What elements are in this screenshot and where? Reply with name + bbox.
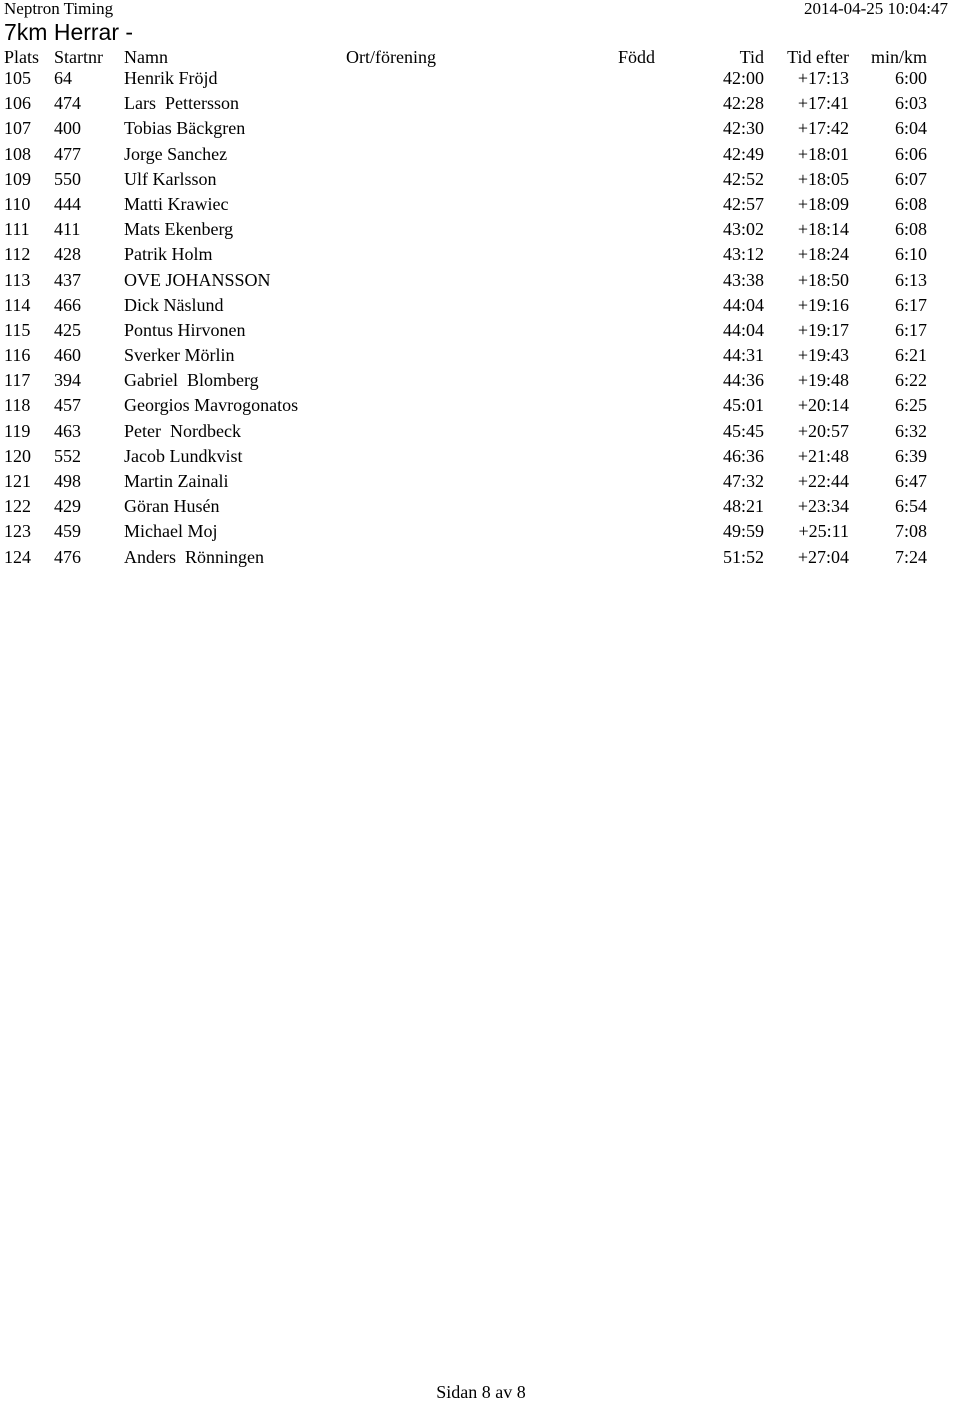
cell-plats: 114: [4, 294, 31, 315]
cell-startnr: 429: [54, 496, 81, 517]
cell-tid: 44:04: [722, 294, 764, 315]
cell-tid: 46:36: [722, 445, 764, 466]
cell-min-km: 6:22: [894, 370, 927, 391]
cell-startnr: 550: [54, 168, 81, 189]
cell-plats: 124: [4, 546, 31, 567]
cell-plats: 112: [4, 244, 31, 265]
cell-tid-efter: +18:01: [797, 143, 849, 164]
cell-startnr: 466: [54, 294, 81, 315]
cell-min-km: 7:08: [894, 521, 927, 542]
cell-min-km: 6:21: [894, 345, 927, 366]
page-number: Sidan 8 av 8: [436, 1382, 526, 1402]
cell-startnr: 444: [54, 193, 81, 214]
cell-startnr: 425: [54, 319, 81, 340]
table-row: [0, 343, 960, 368]
cell-plats: 113: [4, 269, 31, 290]
cell-tid: 44:31: [722, 345, 764, 366]
cell-tid: 43:38: [722, 269, 764, 290]
table-row: [0, 268, 960, 293]
column-header-startnr: Startnr: [54, 47, 103, 67]
cell-namn: Gabriel Blomberg: [124, 370, 259, 391]
cell-namn: Peter Nordbeck: [124, 420, 241, 441]
cell-tid: 44:04: [722, 319, 764, 340]
table-row: [0, 444, 960, 469]
page-header: [4, 0, 948, 18]
column-header-tid-efter: Tid efter: [787, 47, 849, 67]
table-row: [0, 318, 960, 343]
cell-min-km: 6:04: [894, 118, 927, 139]
table-row: [0, 242, 960, 267]
cell-plats: 106: [4, 93, 31, 114]
cell-namn: Ulf Karlsson: [124, 168, 217, 189]
cell-plats: 116: [4, 345, 31, 366]
cell-tid-efter: +21:48: [797, 445, 849, 466]
cell-tid-efter: +23:34: [797, 496, 849, 517]
cell-namn: Dick Näslund: [124, 294, 224, 315]
cell-tid: 42:52: [722, 168, 764, 189]
cell-min-km: 6:13: [894, 269, 927, 290]
cell-plats: 105: [4, 68, 31, 88]
cell-startnr: 476: [54, 546, 81, 567]
cell-plats: 115: [4, 319, 31, 340]
cell-startnr: 463: [54, 420, 81, 441]
cell-tid: 42:57: [722, 193, 764, 214]
cell-tid: 51:52: [722, 546, 764, 567]
cell-tid-efter: +19:43: [797, 345, 849, 366]
cell-plats: 117: [4, 370, 31, 391]
cell-min-km: 6:47: [894, 471, 927, 491]
cell-min-km: 6:08: [894, 193, 927, 214]
cell-min-km: 6:00: [894, 68, 927, 88]
cell-startnr: 411: [54, 219, 81, 240]
cell-tid: 42:30: [722, 118, 764, 139]
cell-tid-efter: +19:48: [797, 370, 849, 391]
cell-min-km: 6:54: [894, 496, 927, 517]
cell-namn: Mats Ekenberg: [124, 219, 234, 240]
organizer-name: Neptron Timing: [4, 0, 114, 18]
cell-min-km: 6:03: [894, 93, 927, 114]
cell-namn: Patrik Holm: [124, 244, 213, 265]
cell-tid-efter: +19:16: [797, 294, 849, 315]
cell-namn: Anders Rönningen: [124, 546, 264, 567]
column-header-plats: Plats: [4, 47, 40, 67]
cell-plats: 118: [4, 395, 31, 416]
cell-startnr: 459: [54, 521, 81, 542]
table-row: [0, 393, 960, 418]
cell-tid: 42:28: [722, 93, 764, 114]
cell-tid-efter: +18:05: [797, 168, 849, 189]
cell-min-km: 7:24: [894, 546, 927, 567]
cell-tid-efter: +19:17: [797, 319, 849, 340]
cell-startnr: 400: [54, 118, 81, 139]
cell-startnr: 477: [54, 143, 81, 164]
table-row: [0, 368, 960, 393]
cell-namn: Martin Zainali: [124, 471, 229, 491]
table-row: [0, 192, 960, 217]
table-row: [0, 469, 960, 494]
cell-namn: Sverker Mörlin: [124, 345, 235, 366]
cell-tid-efter: +25:11: [798, 521, 849, 542]
cell-startnr: 460: [54, 345, 81, 366]
cell-tid: 47:32: [722, 471, 764, 491]
cell-tid-efter: +22:44: [797, 471, 849, 491]
table-row: [0, 419, 960, 444]
cell-tid-efter: +17:42: [797, 118, 849, 139]
cell-plats: 121: [4, 471, 31, 491]
cell-tid-efter: +17:41: [797, 93, 849, 114]
cell-namn: Göran Husén: [124, 496, 220, 517]
table-row: [0, 142, 960, 167]
cell-min-km: 6:06: [894, 143, 927, 164]
cell-tid: 45:45: [722, 420, 764, 441]
cell-tid-efter: +18:50: [797, 269, 849, 290]
cell-namn: Georgios Mavrogonatos: [124, 395, 299, 416]
cell-plats: 122: [4, 496, 31, 517]
table-row: [0, 116, 960, 141]
cell-min-km: 6:07: [894, 168, 927, 189]
page-footer: [0, 1381, 960, 1403]
cell-plats: 120: [4, 445, 31, 466]
table-row: [0, 494, 960, 519]
cell-plats: 110: [4, 193, 31, 214]
cell-tid: 43:12: [722, 244, 764, 265]
cell-startnr: 498: [54, 471, 81, 491]
race-title: 7km Herrar -: [4, 19, 134, 45]
cell-plats: 109: [4, 168, 31, 189]
cell-namn: Jacob Lundkvist: [124, 445, 243, 466]
cell-namn: OVE JOHANSSON: [124, 269, 271, 290]
cell-min-km: 6:10: [894, 244, 927, 265]
cell-tid-efter: +18:09: [797, 193, 849, 214]
column-header-ort: Ort/förening: [346, 47, 436, 67]
cell-tid-efter: +18:24: [797, 244, 849, 265]
cell-min-km: 6:32: [894, 420, 927, 441]
cell-tid-efter: +27:04: [797, 546, 849, 567]
table-row: [0, 217, 960, 242]
results-table: [0, 66, 960, 570]
cell-min-km: 6:39: [894, 445, 927, 466]
cell-namn: Tobias Bäckgren: [124, 118, 246, 139]
column-header-namn: Namn: [124, 47, 168, 67]
cell-namn: Henrik Fröjd: [124, 68, 218, 88]
table-row: [0, 545, 960, 570]
cell-tid: 43:02: [722, 219, 764, 240]
cell-namn: Pontus Hirvonen: [124, 319, 246, 340]
cell-startnr: 552: [54, 445, 81, 466]
cell-plats: 108: [4, 143, 31, 164]
column-header-fodd: Född: [618, 47, 656, 67]
cell-tid-efter: +18:14: [797, 219, 849, 240]
cell-namn: Michael Moj: [124, 521, 218, 542]
cell-tid-efter: +20:14: [797, 395, 849, 416]
cell-namn: Lars Pettersson: [124, 93, 239, 114]
cell-plats: 107: [4, 118, 31, 139]
column-header-min-km: min/km: [870, 47, 927, 67]
table-row: [0, 91, 960, 116]
cell-startnr: 428: [54, 244, 81, 265]
print-timestamp: 2014-04-25 10:04:47: [803, 0, 948, 18]
column-header-tid: Tid: [739, 47, 764, 67]
cell-tid: 42:00: [722, 68, 764, 88]
cell-startnr: 64: [54, 68, 72, 88]
cell-tid: 48:21: [722, 496, 764, 517]
table-row: [0, 519, 960, 544]
cell-min-km: 6:25: [894, 395, 927, 416]
cell-namn: Matti Krawiec: [124, 193, 229, 214]
cell-tid: 44:36: [722, 370, 764, 391]
cell-startnr: 394: [54, 370, 81, 391]
cell-startnr: 437: [54, 269, 81, 290]
cell-tid: 45:01: [722, 395, 764, 416]
cell-plats: 123: [4, 521, 31, 542]
cell-startnr: 457: [54, 395, 81, 416]
table-row: [0, 293, 960, 318]
cell-tid: 49:59: [722, 521, 764, 542]
cell-min-km: 6:17: [894, 319, 927, 340]
cell-tid-efter: +20:57: [797, 420, 849, 441]
cell-tid-efter: +17:13: [797, 68, 849, 88]
cell-plats: 111: [4, 219, 30, 240]
table-row: [0, 66, 960, 91]
cell-plats: 119: [4, 420, 31, 441]
cell-tid: 42:49: [722, 143, 764, 164]
cell-min-km: 6:17: [894, 294, 927, 315]
table-row: [0, 167, 960, 192]
cell-startnr: 474: [54, 93, 81, 114]
column-header-row: [0, 46, 960, 68]
cell-namn: Jorge Sanchez: [124, 143, 228, 164]
cell-min-km: 6:08: [894, 219, 927, 240]
